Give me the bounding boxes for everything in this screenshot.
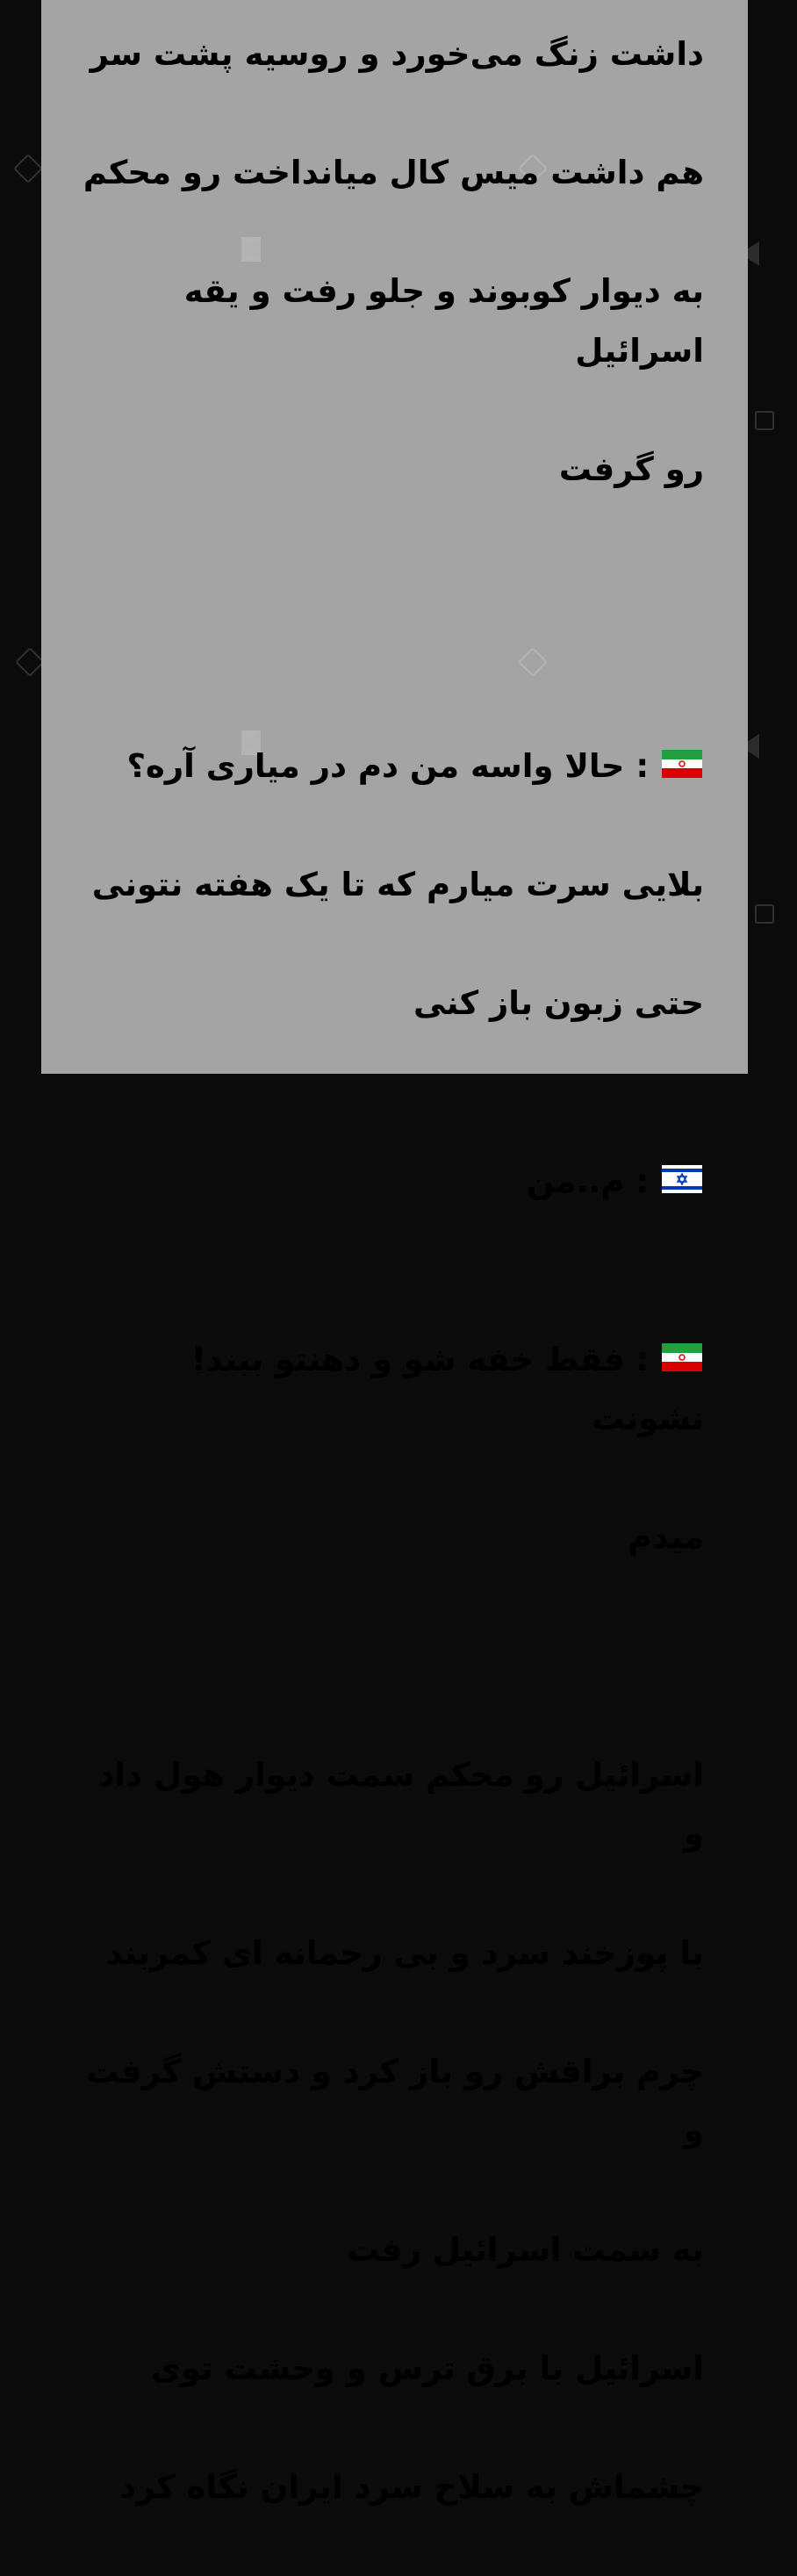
dialogue-line-iran <box>76 737 704 796</box>
story-page[interactable] <box>41 0 748 2506</box>
story-line: رو گرفت <box>558 450 704 488</box>
dialogue-text: حالا واسه من دم در میاری آره؟ <box>126 746 625 785</box>
story-blank-line <box>76 1627 704 1687</box>
story-line: داشت زنگ می‌خورد و روسیه پشت سر <box>90 34 704 73</box>
wallpaper-square-icon <box>755 904 774 924</box>
dialogue-text: فقط خفه شو و دهنتو ببند! نشونت <box>190 1340 704 1438</box>
story-line: چرم براقش رو باز کرد و دستش گرفت و <box>86 2052 704 2150</box>
speaker-separator: : <box>624 1340 660 1378</box>
wallpaper-square-icon <box>755 411 774 430</box>
story-line: چشماش به سلاح سرد ایران نگاه کرد <box>119 2467 704 2506</box>
story-blank-line <box>76 558 704 618</box>
story-line: با پوزخند سرد و بی رحمانه ای کمربند <box>105 1933 704 1972</box>
story-line: به سمت اسرائیل رفت <box>347 2230 704 2269</box>
story-line: به دیوار کوبوند و جلو رفت و یقه اسرائیل <box>183 271 704 370</box>
iran-flag-icon <box>662 1343 702 1371</box>
israel-flag-icon <box>662 1165 702 1193</box>
wallpaper-diamond-icon <box>15 647 45 677</box>
story-text <box>76 0 704 2576</box>
story-line: هم داشت میس کال میانداخت رو محکم <box>83 153 704 191</box>
speaker-separator: : <box>624 1162 660 1200</box>
story-line: اسرائیل با برق ترس و وحشت توی <box>150 2349 704 2387</box>
dialogue-text: م..من <box>527 1162 625 1200</box>
speaker-separator: : <box>624 746 660 785</box>
iran-flag-icon <box>662 750 702 778</box>
story-line: میدم <box>628 1518 704 1557</box>
dialogue-line-iran <box>76 1330 704 1449</box>
story-line: حتی زبون باز کنی <box>413 984 704 1023</box>
dialogue-line-israel <box>76 1152 704 1212</box>
story-line: بلایی سرت میارم که تا یک هفته نتونی <box>91 865 704 903</box>
wallpaper-diamond-icon <box>13 154 43 183</box>
story-line: اسرائیل رو محکم سمت دیوار هول داد و <box>97 1755 704 1853</box>
